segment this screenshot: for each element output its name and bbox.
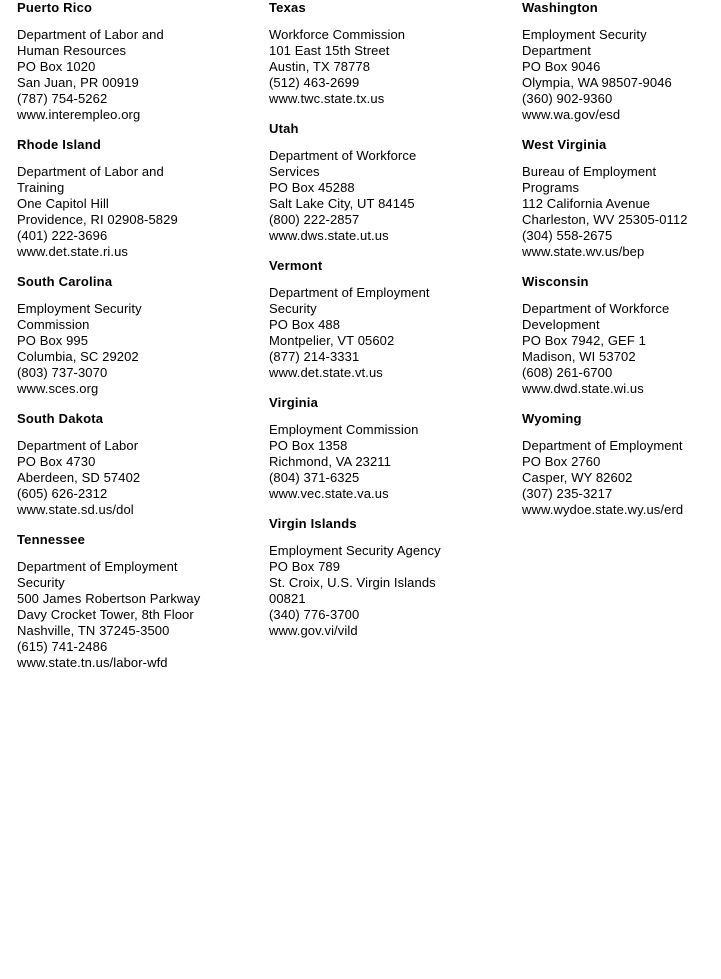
address-line: 112 California Avenue: [522, 196, 651, 211]
state-section: [269, 516, 515, 639]
address-line: Department of Employment: [269, 285, 430, 300]
state-section: [269, 121, 515, 244]
state-section: [522, 137, 721, 260]
directory-column: [522, 0, 721, 532]
address-line: Department of Labor and: [17, 27, 164, 42]
address-line: Services: [269, 164, 320, 179]
state-name: South Carolina: [17, 274, 113, 289]
state-name: Rhode Island: [17, 137, 102, 152]
address-line: Commission: [17, 317, 90, 332]
address-line: Employment Commission: [269, 422, 419, 437]
website-line: www.vec.state.va.us: [269, 486, 389, 501]
address-line: Workforce Commission: [269, 27, 406, 42]
address-line: Providence, RI 02908-5829: [17, 212, 178, 227]
address-line: 500 James Robertson Parkway: [17, 591, 201, 606]
state-name: Tennessee: [17, 532, 86, 547]
directory-column: [17, 0, 263, 685]
website-line: www.gov.vi/vild: [269, 623, 358, 638]
address-block: [17, 164, 263, 260]
website-line: www.twc.state.tx.us: [269, 91, 385, 106]
address-line: Department of Workforce: [269, 148, 417, 163]
address-line: Department of Labor: [17, 438, 139, 453]
address-block: [269, 27, 515, 107]
website-line: www.state.wv.us/bep: [522, 244, 645, 259]
address-line: PO Box 7942, GEF 1: [522, 333, 646, 348]
address-line: Development: [522, 317, 600, 332]
state-name: Texas: [269, 0, 306, 15]
address-line: PO Box 9046: [522, 59, 601, 74]
address-line: PO Box 1358: [269, 438, 348, 453]
state-name: Vermont: [269, 258, 323, 273]
address-line: PO Box 1020: [17, 59, 96, 74]
address-line: Austin, TX 78778: [269, 59, 371, 74]
address-line: (401) 222-3696: [17, 228, 108, 243]
address-block: [522, 438, 721, 518]
website-line: www.state.tn.us/labor-wfd: [17, 655, 168, 670]
address-line: Employment Security Agency: [269, 543, 441, 558]
website-line: www.det.state.ri.us: [17, 244, 128, 259]
website-line: www.state.sd.us/dol: [17, 502, 134, 517]
address-block: [269, 422, 515, 502]
address-line: Department of Labor and: [17, 164, 164, 179]
address-line: (800) 222-2857: [269, 212, 360, 227]
address-line: 00821: [269, 591, 306, 606]
address-line: Salt Lake City, UT 84145: [269, 196, 415, 211]
address-line: Programs: [522, 180, 580, 195]
address-line: Columbia, SC 29202: [17, 349, 139, 364]
address-line: (340) 776-3700: [269, 607, 360, 622]
address-line: San Juan, PR 00919: [17, 75, 139, 90]
state-name: Virgin Islands: [269, 516, 357, 531]
address-line: Aberdeen, SD 57402: [17, 470, 141, 485]
address-line: (605) 626-2312: [17, 486, 108, 501]
address-line: Charleston, WV 25305-0112: [522, 212, 688, 227]
state-name: Washington: [522, 0, 598, 15]
state-section: [17, 137, 263, 260]
state-section: [17, 0, 263, 123]
address-line: Employment Security: [17, 301, 142, 316]
address-block: [17, 559, 263, 671]
address-line: (608) 261-6700: [522, 365, 613, 380]
address-line: (787) 754-5262: [17, 91, 108, 106]
address-line: PO Box 789: [269, 559, 341, 574]
address-line: Richmond, VA 23211: [269, 454, 392, 469]
address-line: (804) 371-6325: [269, 470, 360, 485]
address-line: Department of Employment: [17, 559, 178, 574]
address-line: Department of Workforce: [522, 301, 670, 316]
address-line: Department of Employment: [522, 438, 683, 453]
state-section: [522, 274, 721, 397]
address-line: One Capitol Hill: [17, 196, 109, 211]
address-line: Security: [269, 301, 317, 316]
address-line: St. Croix, U.S. Virgin Islands: [269, 575, 436, 590]
address-block: [522, 27, 721, 123]
address-line: PO Box 995: [17, 333, 89, 348]
address-line: (877) 214-3331: [269, 349, 360, 364]
state-name: Puerto Rico: [17, 0, 93, 15]
address-line: PO Box 4730: [17, 454, 96, 469]
address-block: [522, 301, 721, 397]
address-block: [17, 438, 263, 518]
address-block: [269, 148, 515, 244]
address-line: Employment Security: [522, 27, 647, 42]
address-line: (615) 741-2486: [17, 639, 108, 654]
address-line: Human Resources: [17, 43, 127, 58]
directory-column: [269, 0, 515, 653]
address-line: (360) 902-9360: [522, 91, 613, 106]
address-block: [269, 285, 515, 381]
state-name: South Dakota: [17, 411, 104, 426]
address-block: [17, 27, 263, 123]
state-section: [269, 0, 515, 107]
address-line: Casper, WY 82602: [522, 470, 633, 485]
state-section: [522, 0, 721, 123]
address-line: Olympia, WA 98507-9046: [522, 75, 672, 90]
state-section: [269, 258, 515, 381]
address-block: [522, 164, 721, 260]
address-line: Training: [17, 180, 65, 195]
address-line: Madison, WI 53702: [522, 349, 636, 364]
state-section: [17, 411, 263, 518]
address-block: [17, 301, 263, 397]
state-name: Virginia: [269, 395, 319, 410]
state-name: West Virginia: [522, 137, 607, 152]
address-block: [269, 543, 515, 639]
address-line: Department: [522, 43, 591, 58]
state-section: [522, 411, 721, 518]
address-line: Montpelier, VT 05602: [269, 333, 395, 348]
address-line: PO Box 488: [269, 317, 341, 332]
website-line: www.det.state.vt.us: [269, 365, 383, 380]
state-section: [269, 395, 515, 502]
website-line: www.dws.state.ut.us: [269, 228, 389, 243]
website-line: www.wydoe.state.wy.us/erd: [522, 502, 684, 517]
website-line: www.dwd.state.wi.us: [522, 381, 644, 396]
address-line: (304) 558-2675: [522, 228, 613, 243]
address-line: (512) 463-2699: [269, 75, 360, 90]
state-section: [17, 274, 263, 397]
state-name: Wisconsin: [522, 274, 589, 289]
address-line: Bureau of Employment: [522, 164, 657, 179]
address-line: (307) 235-3217: [522, 486, 613, 501]
address-line: (803) 737-3070: [17, 365, 108, 380]
state-name: Utah: [269, 121, 299, 136]
website-line: www.interempleo.org: [17, 107, 141, 122]
address-line: Security: [17, 575, 65, 590]
website-line: www.wa.gov/esd: [522, 107, 621, 122]
state-section: [17, 532, 263, 671]
website-line: www.sces.org: [17, 381, 99, 396]
address-line: Davy Crocket Tower, 8th Floor: [17, 607, 194, 622]
address-line: 101 East 15th Street: [269, 43, 390, 58]
address-line: PO Box 2760: [522, 454, 601, 469]
address-line: PO Box 45288: [269, 180, 355, 195]
state-name: Wyoming: [522, 411, 582, 426]
address-line: Nashville, TN 37245-3500: [17, 623, 170, 638]
